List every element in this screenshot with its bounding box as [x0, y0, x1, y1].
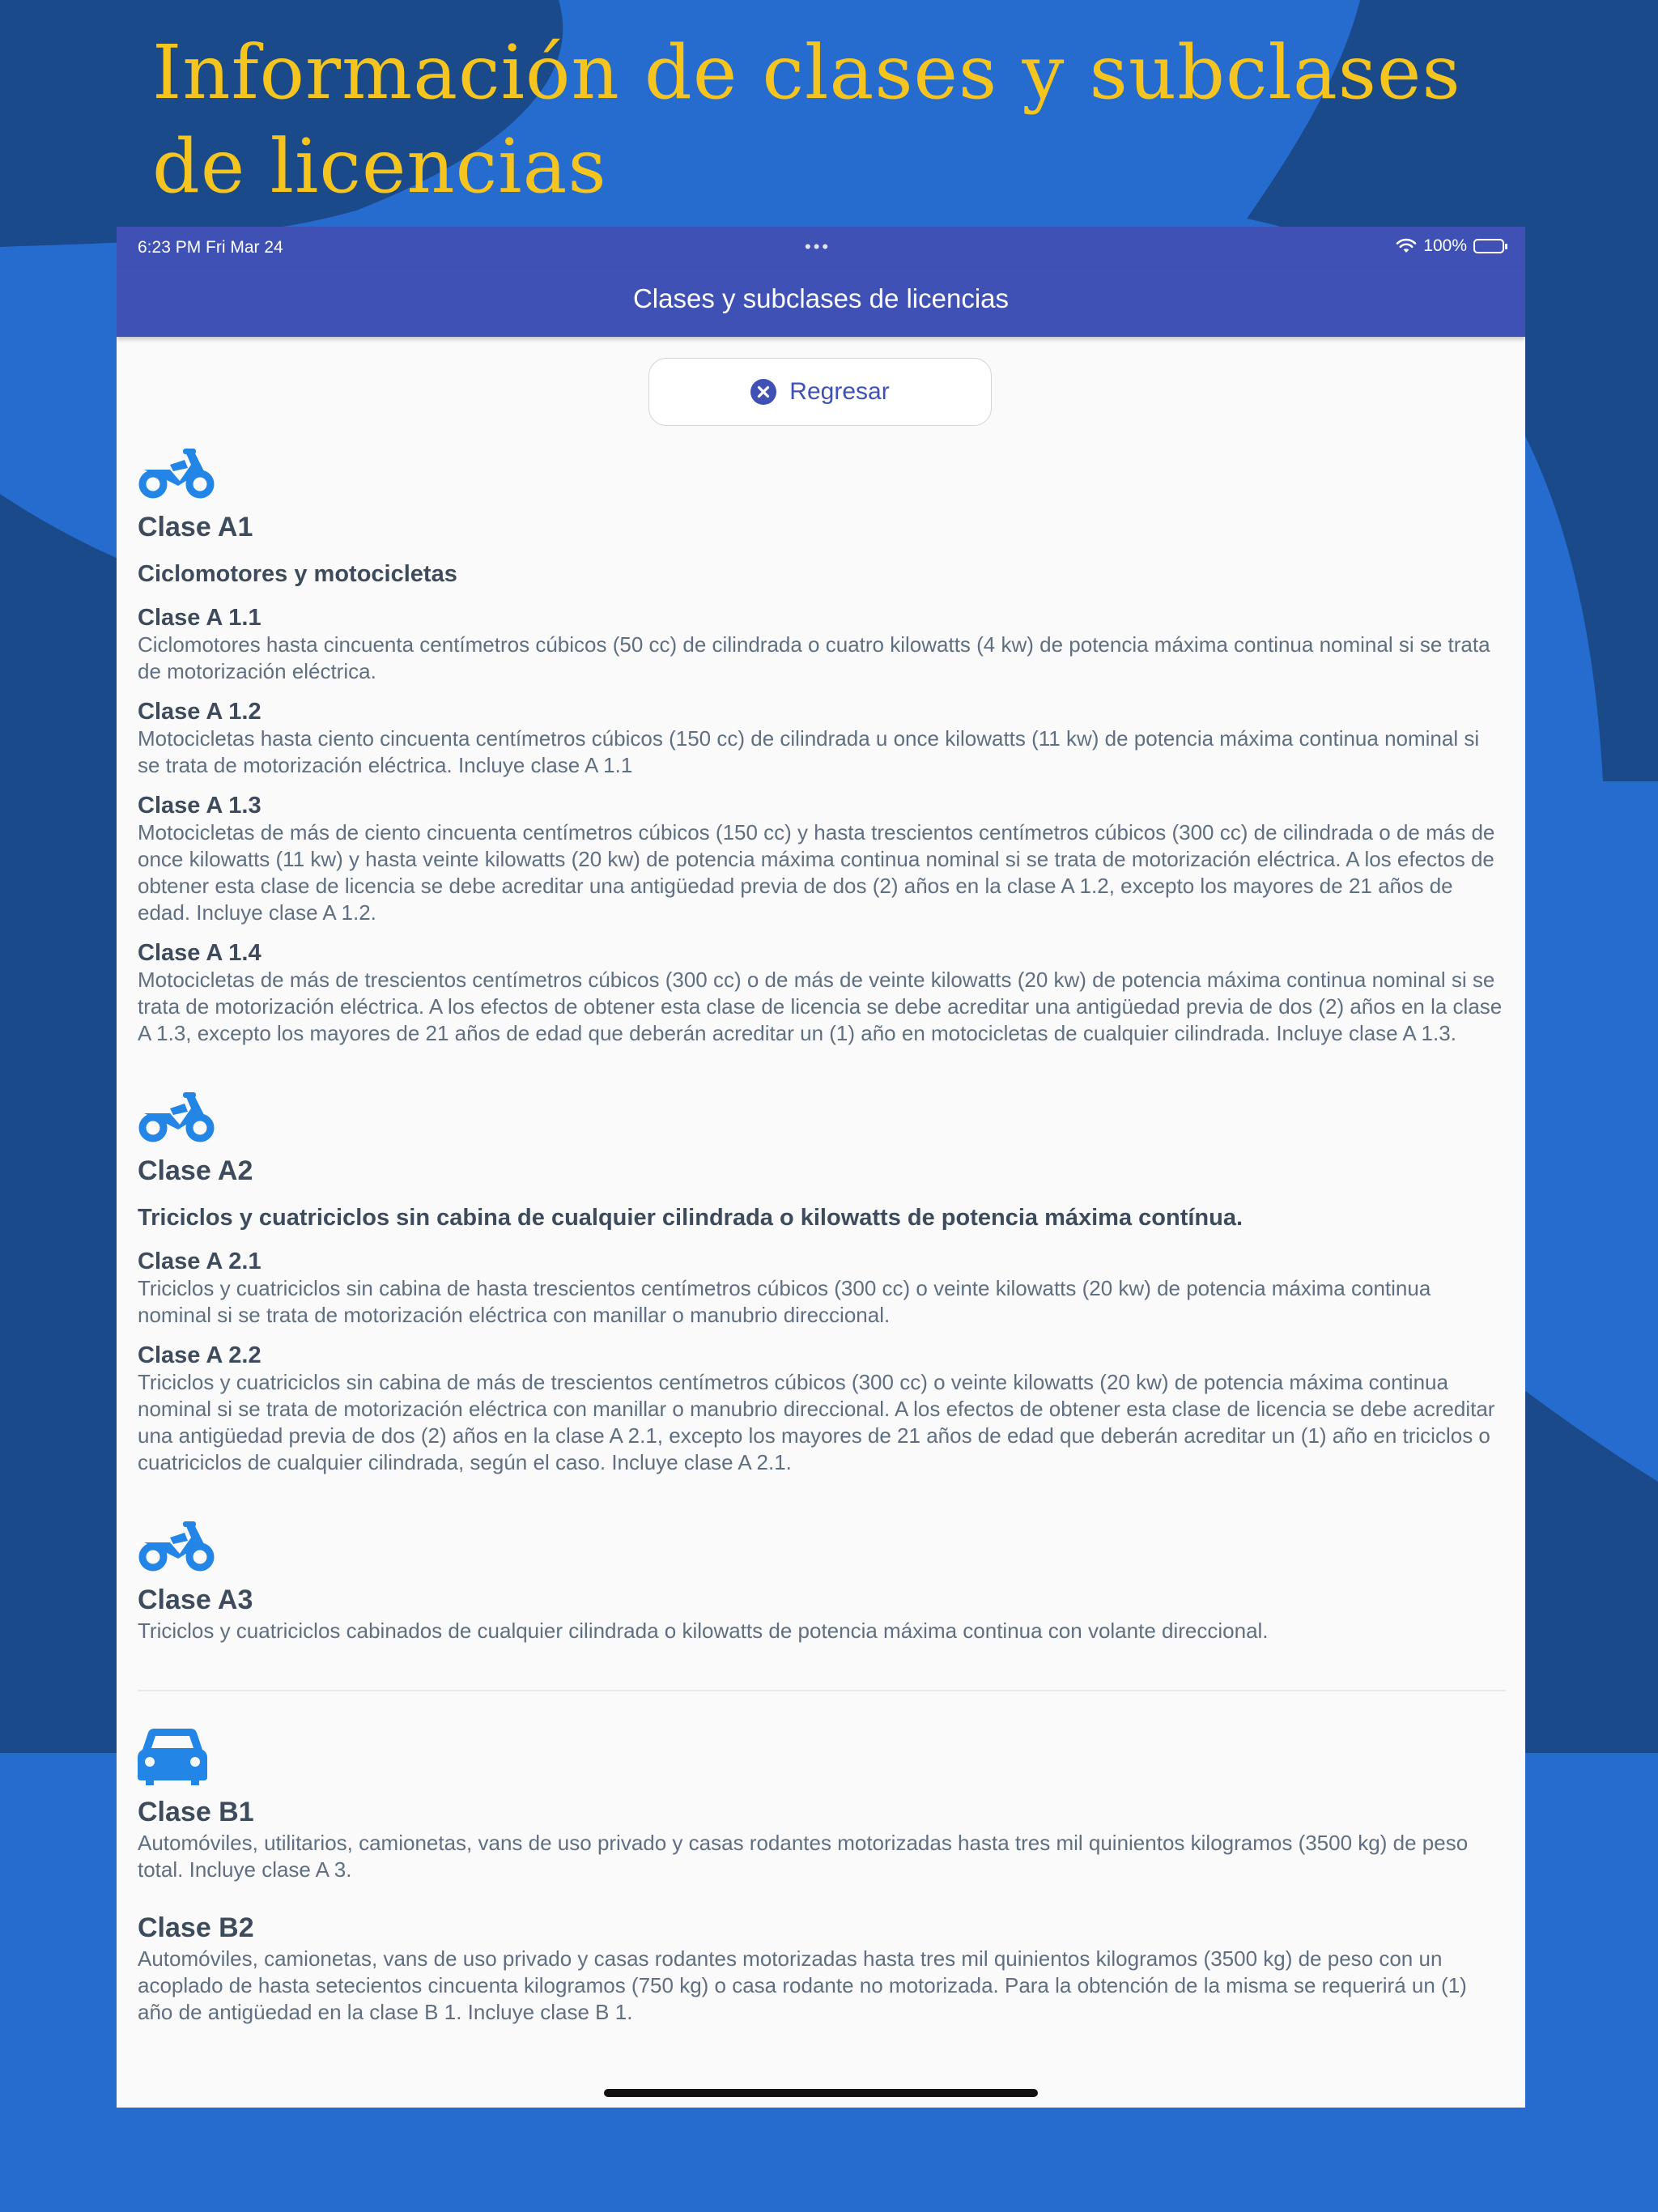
class-subtitle: Ciclomotores y motocicletas: [138, 561, 457, 587]
subclass-description: Motocicletas de más de ciento cincuenta centímetros cúbicos (150 cc) y hasta trescientos centímetros cúbicos (300 cc) de cilindrada o de más de once kilowatts (11 kw) y hasta veinte kilowatts (20 kw) de potencia máxima continua nominal si se trata de motorización eléctrica. A los efectos de obtener esta clase de licencia se debe acreditar una antigüedad previa de dos (2) años en la clase A 1.2, excepto los mayores de 21 años de edad. Incluye clase A 1.2.: [138, 820, 1495, 925]
subclass-item: [138, 1342, 1506, 1476]
subclass-item: [138, 939, 1506, 1047]
app-bar-title: Clases y subclases de licencias: [632, 283, 1010, 313]
motorcycle-icon: [138, 1518, 215, 1573]
subclass-title: Clase A 2.2: [138, 1342, 261, 1368]
battery-icon: [1473, 239, 1504, 253]
back-button-label: Regresar: [789, 378, 890, 405]
subclass-description: Motocicletas de más de trescientos centímetros cúbicos (300 cc) o de más de veinte kilowatts (20 kw) de potencia máxima continua nominal si se trata de motorización eléctrica. A los efectos de obtener esta clase de licencia se debe acreditar una antigüedad previa de dos (2) años en la clase A 1.3, excepto los mayores de 21 años de edad que deberán acreditar un (1) año en motocicletas de cualquier cilindrada. Incluye clase A 1.3.: [138, 968, 1503, 1045]
status-right: [1396, 236, 1504, 256]
subclass-title: Clase A 2.1: [138, 1249, 261, 1274]
class-section-a2: [138, 1089, 1506, 1518]
class-section-b2: [138, 1912, 1506, 2055]
subclass-title: Clase A 1.1: [138, 605, 261, 631]
class-section-b1: [138, 1724, 1506, 1912]
class-description: Automóviles, utilitarios, camionetas, vans de uso privado y casas rodantes motorizadas hasta tres mil quinientos kilogramos (3500 kg) de peso total. Incluye clase A 3.: [138, 1831, 1469, 1882]
subclass-item: [138, 604, 1506, 685]
class-title: Clase B1: [138, 1797, 254, 1827]
subclass-title: Clase A 1.3: [138, 793, 261, 819]
page-title: Información de clases y subclases de licencias: [152, 29, 1461, 210]
subclass-title: Clase A 1.4: [138, 940, 261, 966]
motorcycle-icon: [138, 445, 215, 500]
multitasking-dots[interactable]: •••: [805, 236, 831, 257]
class-title: Clase B2: [138, 1912, 254, 1943]
back-button[interactable]: [648, 358, 992, 426]
class-title: Clase A2: [138, 1155, 253, 1186]
subclass-description: Triciclos y cuatriciclos sin cabina de más de trescientos centímetros cúbicos (300 cc) o veinte kilowatts (20 kw) de potencia máxima continua nominal si se trata de motorización eléctrica con manillar o manubrio direccional. A los efectos de obtener esta clase de licencia se debe acreditar una antigüedad previa de dos (2) años en la clase A 2.1, excepto los mayores de 21 años de edad que deberán acreditar un (1) año en triciclos o cuatriciclos de cualquier cilindrada, según el caso. Incluye clase A 2.1.: [138, 1370, 1495, 1474]
app-screen: [117, 227, 1525, 2108]
class-section-a3: [138, 1518, 1506, 1674]
status-time: 6:23 PM Fri Mar 24: [138, 238, 283, 257]
section-divider: [138, 1690, 1506, 1691]
class-title: Clase A3: [138, 1585, 253, 1615]
motorcycle-icon: [138, 1089, 215, 1144]
battery-percent: 100%: [1423, 236, 1467, 255]
subclass-title: Clase A 1.2: [138, 699, 261, 725]
wifi-icon: [1396, 238, 1417, 254]
class-section-a1: [138, 445, 1506, 1089]
subclass-item: [138, 792, 1506, 926]
class-description: Triciclos y cuatriciclos cabinados de cualquier cilindrada o kilowatts de potencia máxima continua con volante direccional.: [138, 1619, 1269, 1643]
home-indicator[interactable]: [604, 2089, 1038, 2097]
close-circle-icon: [750, 379, 776, 405]
car-icon: [138, 1724, 207, 1785]
class-title: Clase A1: [138, 512, 253, 542]
license-class-list: [138, 445, 1506, 2055]
class-description: Automóviles, camionetas, vans de uso privado y casas rodantes motorizadas hasta tres mil quinientos kilogramos (3500 kg) de peso con un acoplado de hasta setecientos cincuenta kilogramos (750 kg) o casa rodante no motorizada. Para la obtención de la misma se requerirá un (1) año de antigüedad en la clase B 1. Incluye clase B 1.: [138, 1946, 1467, 2024]
subclass-description: Motocicletas hasta ciento cincuenta centímetros cúbicos (150 cc) de cilindrada u once kilowatts (11 kw) de potencia máxima continua nominal si se trata de motorización eléctrica. Incluye clase A 1.1: [138, 726, 1480, 777]
subclass-item: [138, 698, 1506, 779]
status-bar: [117, 227, 1525, 267]
subclass-description: Ciclomotores hasta cincuenta centímetros cúbicos (50 cc) de cilindrada o cuatro kilowatts (4 kw) de potencia máxima continua nominal si se trata de motorización eléctrica.: [138, 632, 1490, 683]
class-subtitle: Triciclos y cuatriciclos sin cabina de cualquier cilindrada o kilowatts de potencia máxima contínua.: [138, 1205, 1244, 1231]
subclass-item: [138, 1248, 1506, 1329]
app-bar: [117, 267, 1525, 337]
subclass-description: Triciclos y cuatriciclos sin cabina de hasta trescientos centímetros cúbicos (300 cc) o veinte kilowatts (20 kw) de potencia máxima continua nominal si se trata de motorización eléctrica con manillar o manubrio direccional.: [138, 1276, 1431, 1327]
